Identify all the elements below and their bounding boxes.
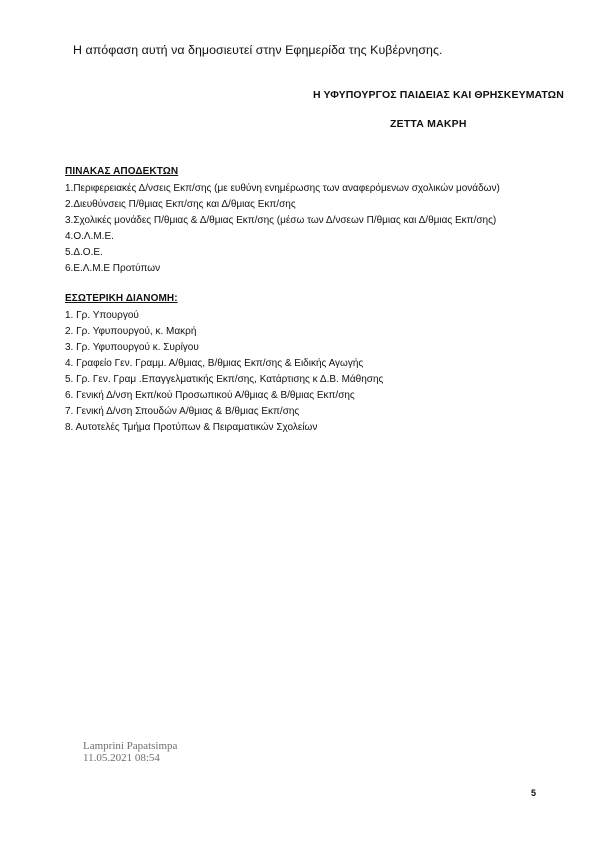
recipients-heading: ΠΙΝΑΚΑΣ ΑΠΟΔΕΚΤΩΝ [65, 166, 179, 177]
list-item: 7. Γενική Δ/νση Σπουδών Α/θμιας & Β/θμιας Εκπ/σης [65, 406, 300, 417]
list-item: 2.Διευθύνσεις Π/θμιας Εκπ/σης και Δ/θμιας Εκπ/σης [65, 199, 296, 210]
list-item: 2. Γρ. Υφυπουργού, κ. Μακρή [65, 326, 197, 337]
list-item: 5. Γρ. Γεν. Γραμ .Επαγγελματικής Εκπ/σης, Κατάρτισης κ Δ.Β. Μάθησης [65, 374, 384, 385]
list-item: 3.Σχολικές μονάδες Π/θμιας & Δ/θμιας Εκπ/σης (μέσω των Δ/νσεων Π/θμιας και Δ/θμιας Εκπ/σης) [65, 215, 497, 226]
list-item: 4. Γραφείο Γεν. Γραμμ. Α/θμιας, Β/θμιας Εκπ/σης & Ειδικής Αγωγής [65, 358, 364, 369]
page-number: 5 [531, 788, 537, 798]
list-item: 1.Περιφερειακές Δ/νσεις Εκπ/σης (με ευθύνη ενημέρωσης των αναφερόμενων σχολικών μονάδων) [65, 183, 500, 194]
recipients-list [65, 181, 500, 277]
stamp-datetime: 11.05.2021 08:54 [83, 752, 160, 764]
list-item: 1. Γρ. Υπουργού [65, 310, 139, 321]
list-item: 6.Ε.Λ.Μ.Ε Προτύπων [65, 263, 161, 274]
list-item: 5.Δ.Ο.Ε. [65, 247, 103, 258]
list-item: 4.Ο.Λ.Μ.Ε. [65, 231, 114, 242]
signatory-title: Η ΥΦΥΠΟΥΡΓΟΣ ΠΑΙΔΕΙΑΣ ΚΑΙ ΘΡΗΣΚΕΥΜΑΤΩΝ [313, 89, 564, 101]
stamp-signer-name: Lamprini Papatsimpa [83, 740, 178, 752]
publication-statement: Η απόφαση αυτή να δημοσιευτεί στην Εφημερίδα της Κυβέρνησης. [73, 43, 443, 57]
internal-distribution-section [65, 292, 383, 436]
list-item: 8. Αυτοτελές Τμήμα Προτύπων & Πειραματικών Σχολείων [65, 422, 318, 433]
list-item: 6. Γενική Δ/νση Εκπ/κού Προσωπικού Α/θμιας & Β/θμιας Εκπ/σης [65, 390, 355, 401]
recipients-section [65, 165, 500, 277]
digital-signature-stamp [83, 740, 177, 764]
list-item: 3. Γρ. Υφυπουργού κ. Συρίγου [65, 342, 199, 353]
internal-distribution-heading: ΕΣΩΤΕΡΙΚΗ ΔΙΑΝΟΜΗ: [65, 293, 178, 304]
signatory-name: ΖΕΤΤΑ ΜΑΚΡΗ [390, 118, 467, 130]
internal-distribution-list [65, 308, 383, 436]
